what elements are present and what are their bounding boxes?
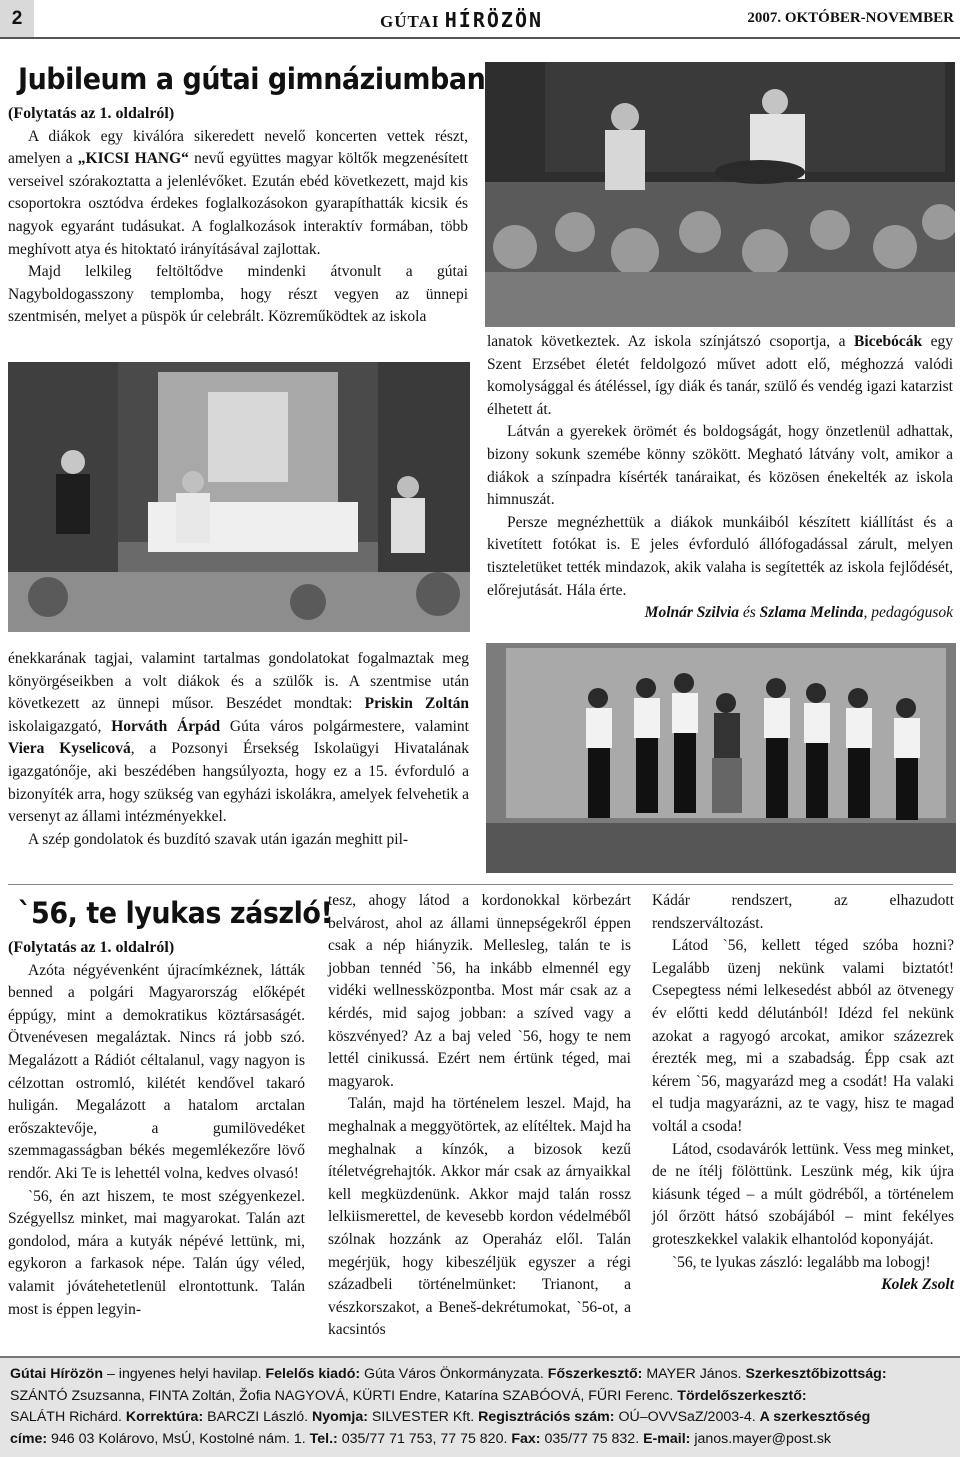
photo-church-mass: [8, 362, 470, 632]
concert-photo-illustration: [485, 62, 955, 327]
article2-paragraph: Látod `56, kellett téged szóba hozni? Legalább üzenj nekünk valami biztatót! Csepegtess némi lelkesedést abból az ötvenegy év előtti kedd délutánból! Idézd fel nekünk azokat a ragyogó arcokat, amikor százezrek érezték meg, mi a szabadság. Épp csak azt kérem `56, magyarázd meg a csodát! Ha valaki el tudja magyarázni, az te vagy, hisz te magad voltál a csoda!: [652, 937, 954, 1135]
stage-photo-illustration: [486, 643, 956, 873]
article-separator: [8, 884, 953, 885]
continued-note: (Folytatás az 1. oldalról): [8, 105, 175, 122]
continued-note: (Folytatás az 1. oldalról): [8, 939, 175, 956]
newspaper-title: [380, 8, 543, 32]
newspaper-title-prefix: GÚTAI: [380, 12, 440, 31]
impressum-line: SALÁTH Richárd. Korrektúra: BARCZI László. Nyomja: SILVESTER Kft. Regisztrációs szám: OÚ–OVVSaZ/2003-4. A szerkesztőség: [10, 1409, 871, 1425]
photo-concert: [485, 62, 955, 327]
article2-paragraph: `56, te lyukas zászló: legalább ma lobogj!: [672, 1253, 931, 1271]
article1-paragraph: Látván a gyerekek örömét és boldogságát, hogy önzetlenül adhattak, bizony sokunk szemébe könny szökött. Megható látvány volt, amikor a diákok a színpadra kísérték tanáraikat, és közösen énekelték az iskola himnuszát.: [487, 423, 953, 509]
article1-signature: Molnár Szilvia és Szlama Melinda, pedagógusok: [644, 604, 953, 622]
article1-paragraph: Majd lelkileg feltöltődve mindenki átvonult a gútai Nagyboldogasszony templomba, hogy részt vegyen az ünnepi szentmisén, melyet a püspök úr celebrált. Közreműködtek az iskola: [8, 263, 468, 326]
article1-paragraph: lanatok következtek. Az iskola színjátszó csoportja, a Bicebócák egy Szent Erzsébet életét feldolgozó művet adott elő, méghozzá valódi komolysággal és átéléssel, így diák és tanár, szülő és vendég igazi katarzist élhetett át.: [487, 333, 953, 418]
photo-students-stage: [486, 643, 956, 873]
article-title-56: `56, te lyukas zászló!: [18, 896, 333, 930]
article-title-jubileum: Jubileum a gútai gimnáziumban: [18, 62, 486, 96]
article2-paragraph: tesz, ahogy látod a kordonokkal körbezárt belvárost, ahol az állami ünnepségekről éppen csak a nép hiányzik. Mellesleg, talán te is jobban tennéd `56, ha inkább elmennél egy vidéki wellnessközpontba. Most már csak az a kérdés, mid sajog jobban: a szíved vagy a köszvényed? Az a baj veled `56, hogy te nem lettél cinikussá. Ezért nem értünk téged, mai magyarok.: [328, 892, 631, 1090]
band-name: „KICSI HANG“: [77, 150, 189, 168]
issue-date: 2007. OKTÓBER-NOVEMBER: [747, 10, 954, 26]
speaker-name: Priskin Zoltán: [364, 695, 469, 713]
article2-column-3: [652, 890, 954, 1297]
church-photo-illustration: [8, 362, 470, 632]
article2-paragraph: Azóta négyévenként újracímkéznek, látták benned a polgári Magyarország előképét éppúgy, mint a demokratikus köztársaságét. Ötvenévesen megaláztak. Nincs rá jobb szó. Megalázott a Rádiót céltalanul, vagy nagyon is célzottan ostromló, kilétét kendővel takaró huligán. Megalázott a hatalom arctalan erőszaktevője, a gumilövedéket szemmagasságban békés megemlékezőre lövő rendőr. Aki Te is lehettél volna, kedves olvasó!: [8, 961, 305, 1182]
article1-paragraph: Persze megnézhettük a diákok munkáiból készített kiállítást és a kivetített fotókat is. E jeles évforduló állófogadással zárult, melyen tiszteletüket tették mindazok, akik valaha is segítették az iskola fejlődését, előrejutását. Hála érte.: [487, 513, 953, 599]
impressum: [0, 1356, 960, 1457]
article2-paragraph: Talán, majd ha történelem leszel. Majd, ha meghalnak a meggyötörtek, az elítéltek. Majd ha meghalnak a kínzók, a bizosok kezű ítéletvégrehajtók. Akkor már csak az árnyaikkal kell megküzdenünk. Akkor majd talán rossz lelkiismerettel, de kevesebb kordon védelméből szólnak hozzánk az Operaház elől. Talán megérjük, hogy kibeszéljük egyszer a régi századbeli történelmünket: Trianont, a vészkorszakot, a Beneš-dekrétumokat, `56-ot, a kacsintós: [328, 1095, 631, 1339]
impressum-line: SZÁNTÓ Zsuzsanna, FINTA Zoltán, Žofia NAGYOVÁ, KÜRTI Endre, Katarína SZABÓOVÁ, FŰRI Ferenc. Tördelőszerkesztő:: [10, 1387, 807, 1404]
article1-column-right: [487, 331, 953, 625]
header-rule: [0, 37, 960, 39]
article1-paragraph: A szép gondolatok és buzdító szavak után igazán meghitt pil-: [28, 830, 409, 848]
theatre-group-name: Bicebócák: [854, 333, 923, 350]
speaker-name: Viera Kyselicová: [8, 740, 131, 758]
article2-paragraph: Látod, csodavárók lettünk. Vess meg minket, de ne ítélj fölöttünk. Leszünk még, kik újra kiásunk téged – a múlt gödréből, a történelem jól őrzött hátsó szobájából – mint fekélyes groteszkekkel valakik elhantolód koponyáját.: [652, 1140, 954, 1248]
newspaper-title-main: HÍRÖZÖN: [444, 8, 544, 32]
speaker-name: Horváth Árpád: [111, 717, 221, 735]
article1-paragraph: énekkarának tagjai, valamint tartalmas gondolatokat fogalmaztak meg könyörgéseikben a volt diákok és a szülők is. A szentmise után következett az ünnepi műsor. Beszédet mondtak: Priskin Zoltán iskolaigazgató, Horváth Árpád Gúta város polgármestere, valamint Viera Kyselicová, a Pozsonyi Érsekség Iskolaügyi Hivatalának igazgatónője, aki beszédében hangsúlyozta, hogy ez a 15. évforduló a bizonyíték arra, hogy szükség van egyházi iskolákra, amelyek felvehetik a versenyt az állami intézményekkel.: [8, 650, 469, 826]
impressum-line: Gútai Hírözön – ingyenes helyi havilap. Felelős kiadó: Gúta Város Önkormányzata. Főszerkesztő: MAYER János. Szerkesztőbizottság:: [10, 1366, 887, 1382]
page-number: 2: [0, 0, 34, 38]
impressum-line: címe: 946 03 Kolárovo, MsÚ, Kostolné nám. 1. Tel.: 035/77 71 753, 77 75 820. Fax: 035/77 75 832. E-mail: janos.mayer@post.sk: [10, 1430, 831, 1447]
article1-column-left: [8, 103, 468, 329]
article1-column-lower: [8, 648, 469, 851]
article2-column-2: [328, 890, 631, 1342]
article1-paragraph: A diákok egy kiválóra sikeredett nevelő koncerten vettek részt, amelyen a „KICSI HANG“ nevű együttes magyar költők megzenésített verseivel szórakoztatta a jelenlévőket. Ezután ebéd következett, majd kis csoportokra osztódva érdekes foglalkozásokon gyarapíthatták kicsik és nagyok egyaránt tudásukat. A foglalkozások interaktív formában, több meghívott atya és hitoktató irányításával zajlottak.: [8, 127, 468, 258]
article2-column-1: [8, 937, 305, 1321]
article2-paragraph: `56, én azt hiszem, te most szégyenkezel. Szégyellsz minket, mai magyarokat. Talán azt gondolod, mára a kutyák népévé lettünk, mi, egykoron a farkasok népe. Talán úgy véled, valamit jóvátehetetlenül elrontottunk. Talán most is éppen legyin-: [8, 1187, 305, 1318]
article2-signature: Kolek Zsolt: [881, 1276, 954, 1294]
article2-paragraph: Kádár rendszert, az elhazudott rendszerváltozást.: [652, 892, 954, 932]
